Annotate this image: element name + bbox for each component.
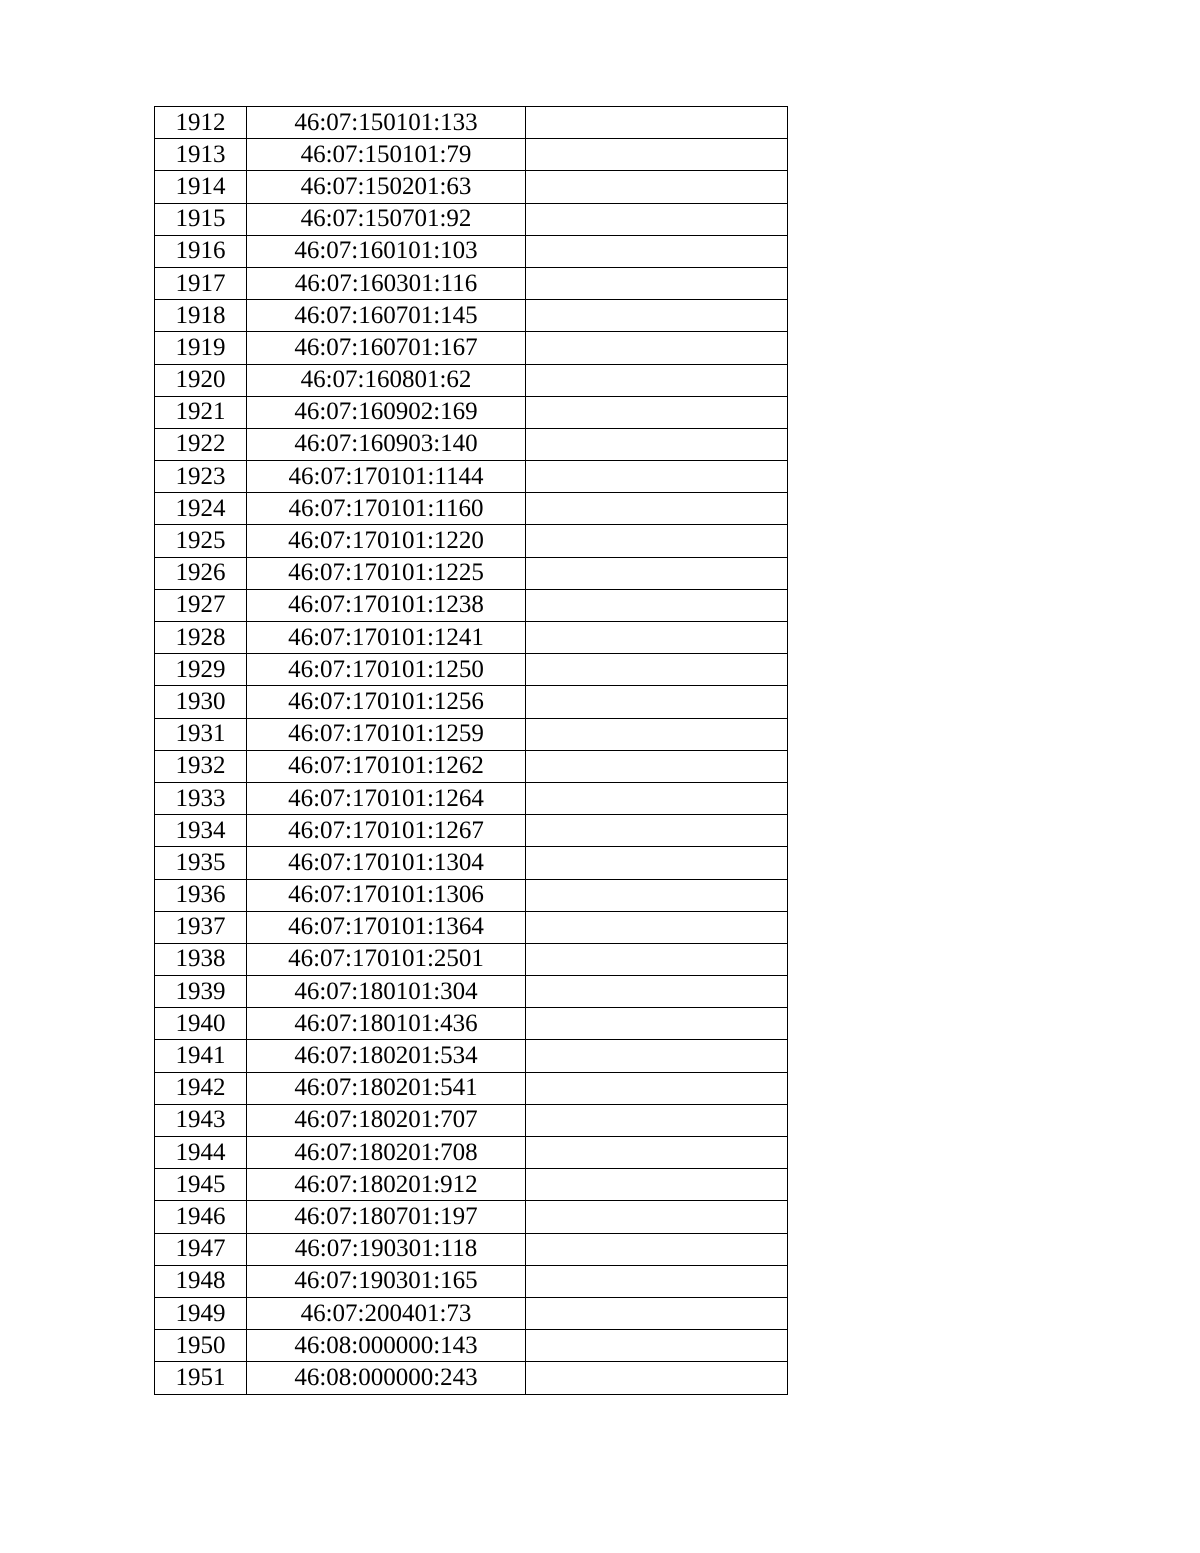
table-row: [155, 879, 788, 911]
cadastral-number-cell: 46:07:170101:1259: [247, 718, 526, 750]
cadastral-number-cell: 46:07:160701:167: [247, 332, 526, 364]
row-number-cell: 1941: [155, 1040, 247, 1072]
empty-cell: [526, 1072, 788, 1104]
row-number-cell: 1915: [155, 203, 247, 235]
empty-cell: [526, 171, 788, 203]
cadastral-number-cell: 46:07:170101:1220: [247, 525, 526, 557]
empty-cell: [526, 879, 788, 911]
table-row: [155, 976, 788, 1008]
row-number-cell: 1950: [155, 1330, 247, 1362]
table-row: [155, 1330, 788, 1362]
cadastral-number-cell: 46:08:000000:243: [247, 1362, 526, 1394]
cadastral-number-cell: 46:07:160301:116: [247, 267, 526, 299]
empty-cell: [526, 943, 788, 975]
cadastral-number-cell: 46:07:170101:1238: [247, 589, 526, 621]
table-row: [155, 911, 788, 943]
row-number-cell: 1927: [155, 589, 247, 621]
cadastral-number-cell: 46:07:150201:63: [247, 171, 526, 203]
table-row: [155, 1233, 788, 1265]
empty-cell: [526, 1297, 788, 1329]
cadastral-number-cell: 46:07:160902:169: [247, 396, 526, 428]
table-row: [155, 1104, 788, 1136]
row-number-cell: 1944: [155, 1137, 247, 1169]
empty-cell: [526, 203, 788, 235]
cadastral-number-cell: 46:07:170101:1241: [247, 622, 526, 654]
table-row: [155, 557, 788, 589]
row-number-cell: 1913: [155, 139, 247, 171]
cadastral-number-cell: 46:07:170101:1306: [247, 879, 526, 911]
empty-cell: [526, 1201, 788, 1233]
cadastral-number-cell: 46:07:150701:92: [247, 203, 526, 235]
empty-cell: [526, 1330, 788, 1362]
row-number-cell: 1916: [155, 235, 247, 267]
row-number-cell: 1945: [155, 1169, 247, 1201]
table-row: [155, 396, 788, 428]
row-number-cell: 1933: [155, 782, 247, 814]
cadastral-number-cell: 46:07:180201:912: [247, 1169, 526, 1201]
row-number-cell: 1947: [155, 1233, 247, 1265]
cadastral-number-cell: 46:07:180201:541: [247, 1072, 526, 1104]
row-number-cell: 1949: [155, 1297, 247, 1329]
row-number-cell: 1951: [155, 1362, 247, 1394]
table-row: [155, 1040, 788, 1072]
table-row: [155, 1297, 788, 1329]
table-row: [155, 1265, 788, 1297]
table-row: [155, 267, 788, 299]
table-row: [155, 815, 788, 847]
table-row: [155, 203, 788, 235]
cadastral-number-cell: 46:07:180201:707: [247, 1104, 526, 1136]
table-row: [155, 1362, 788, 1394]
empty-cell: [526, 139, 788, 171]
empty-cell: [526, 493, 788, 525]
empty-cell: [526, 461, 788, 493]
cadastral-number-cell: 46:07:170101:1225: [247, 557, 526, 589]
empty-cell: [526, 107, 788, 139]
cadastral-number-cell: 46:07:170101:1250: [247, 654, 526, 686]
empty-cell: [526, 1362, 788, 1394]
table-row: [155, 589, 788, 621]
table-row: [155, 461, 788, 493]
cadastral-number-cell: 46:07:180201:534: [247, 1040, 526, 1072]
cadastral-number-cell: 46:07:170101:1160: [247, 493, 526, 525]
cadastral-number-cell: 46:07:150101:133: [247, 107, 526, 139]
cadastral-number-cell: 46:07:160801:62: [247, 364, 526, 396]
row-number-cell: 1940: [155, 1008, 247, 1040]
empty-cell: [526, 847, 788, 879]
empty-cell: [526, 267, 788, 299]
cadastral-number-cell: 46:07:160101:103: [247, 235, 526, 267]
empty-cell: [526, 1233, 788, 1265]
empty-cell: [526, 1137, 788, 1169]
table-row: [155, 943, 788, 975]
row-number-cell: 1926: [155, 557, 247, 589]
empty-cell: [526, 976, 788, 1008]
empty-cell: [526, 1040, 788, 1072]
row-number-cell: 1912: [155, 107, 247, 139]
row-number-cell: 1922: [155, 428, 247, 460]
row-number-cell: 1935: [155, 847, 247, 879]
cadastral-number-cell: 46:07:180101:304: [247, 976, 526, 1008]
table-row: [155, 686, 788, 718]
empty-cell: [526, 300, 788, 332]
row-number-cell: 1921: [155, 396, 247, 428]
empty-cell: [526, 654, 788, 686]
cadastral-number-cell: 46:07:170101:1144: [247, 461, 526, 493]
table-row: [155, 525, 788, 557]
table-row: [155, 332, 788, 364]
table-row: [155, 1072, 788, 1104]
row-number-cell: 1929: [155, 654, 247, 686]
empty-cell: [526, 525, 788, 557]
empty-cell: [526, 396, 788, 428]
row-number-cell: 1932: [155, 750, 247, 782]
cadastral-number-cell: 46:07:170101:1304: [247, 847, 526, 879]
cadastral-number-cell: 46:07:160701:145: [247, 300, 526, 332]
cadastral-number-cell: 46:07:170101:1364: [247, 911, 526, 943]
empty-cell: [526, 428, 788, 460]
row-number-cell: 1924: [155, 493, 247, 525]
row-number-cell: 1920: [155, 364, 247, 396]
row-number-cell: 1939: [155, 976, 247, 1008]
table-row: [155, 235, 788, 267]
table-row: [155, 364, 788, 396]
empty-cell: [526, 332, 788, 364]
row-number-cell: 1946: [155, 1201, 247, 1233]
cadastral-number-cell: 46:07:190301:118: [247, 1233, 526, 1265]
table-row: [155, 782, 788, 814]
row-number-cell: 1914: [155, 171, 247, 203]
empty-cell: [526, 622, 788, 654]
table-row: [155, 107, 788, 139]
table-row: [155, 300, 788, 332]
row-number-cell: 1931: [155, 718, 247, 750]
table-row: [155, 1169, 788, 1201]
empty-cell: [526, 589, 788, 621]
row-number-cell: 1928: [155, 622, 247, 654]
cadastral-number-cell: 46:07:160903:140: [247, 428, 526, 460]
cadastral-number-cell: 46:07:200401:73: [247, 1297, 526, 1329]
cadastral-number-cell: 46:07:170101:1267: [247, 815, 526, 847]
row-number-cell: 1918: [155, 300, 247, 332]
row-number-cell: 1943: [155, 1104, 247, 1136]
table-row: [155, 718, 788, 750]
cadastral-number-cell: 46:07:170101:2501: [247, 943, 526, 975]
cadastral-number-cell: 46:07:150101:79: [247, 139, 526, 171]
empty-cell: [526, 718, 788, 750]
cadastre-table: [154, 106, 788, 1395]
empty-cell: [526, 1104, 788, 1136]
empty-cell: [526, 911, 788, 943]
table-row: [155, 493, 788, 525]
table-row: [155, 139, 788, 171]
row-number-cell: 1936: [155, 879, 247, 911]
empty-cell: [526, 686, 788, 718]
cadastral-number-cell: 46:07:170101:1262: [247, 750, 526, 782]
row-number-cell: 1934: [155, 815, 247, 847]
table-row: [155, 847, 788, 879]
empty-cell: [526, 750, 788, 782]
empty-cell: [526, 1169, 788, 1201]
row-number-cell: 1942: [155, 1072, 247, 1104]
table-row: [155, 654, 788, 686]
row-number-cell: 1919: [155, 332, 247, 364]
row-number-cell: 1948: [155, 1265, 247, 1297]
table-row: [155, 1137, 788, 1169]
cadastral-number-cell: 46:07:180101:436: [247, 1008, 526, 1040]
table-row: [155, 428, 788, 460]
cadastral-number-cell: 46:07:180201:708: [247, 1137, 526, 1169]
row-number-cell: 1938: [155, 943, 247, 975]
table-row: [155, 750, 788, 782]
row-number-cell: 1923: [155, 461, 247, 493]
empty-cell: [526, 1265, 788, 1297]
table-row: [155, 622, 788, 654]
cadastral-number-cell: 46:08:000000:143: [247, 1330, 526, 1362]
empty-cell: [526, 235, 788, 267]
cadastral-number-cell: 46:07:170101:1264: [247, 782, 526, 814]
cadastral-number-cell: 46:07:180701:197: [247, 1201, 526, 1233]
table-row: [155, 1008, 788, 1040]
empty-cell: [526, 815, 788, 847]
cadastral-number-cell: 46:07:170101:1256: [247, 686, 526, 718]
row-number-cell: 1917: [155, 267, 247, 299]
row-number-cell: 1930: [155, 686, 247, 718]
table-row: [155, 1201, 788, 1233]
empty-cell: [526, 364, 788, 396]
empty-cell: [526, 1008, 788, 1040]
table-row: [155, 171, 788, 203]
cadastral-number-cell: 46:07:190301:165: [247, 1265, 526, 1297]
row-number-cell: 1925: [155, 525, 247, 557]
row-number-cell: 1937: [155, 911, 247, 943]
empty-cell: [526, 782, 788, 814]
table-body: [155, 107, 788, 1395]
empty-cell: [526, 557, 788, 589]
